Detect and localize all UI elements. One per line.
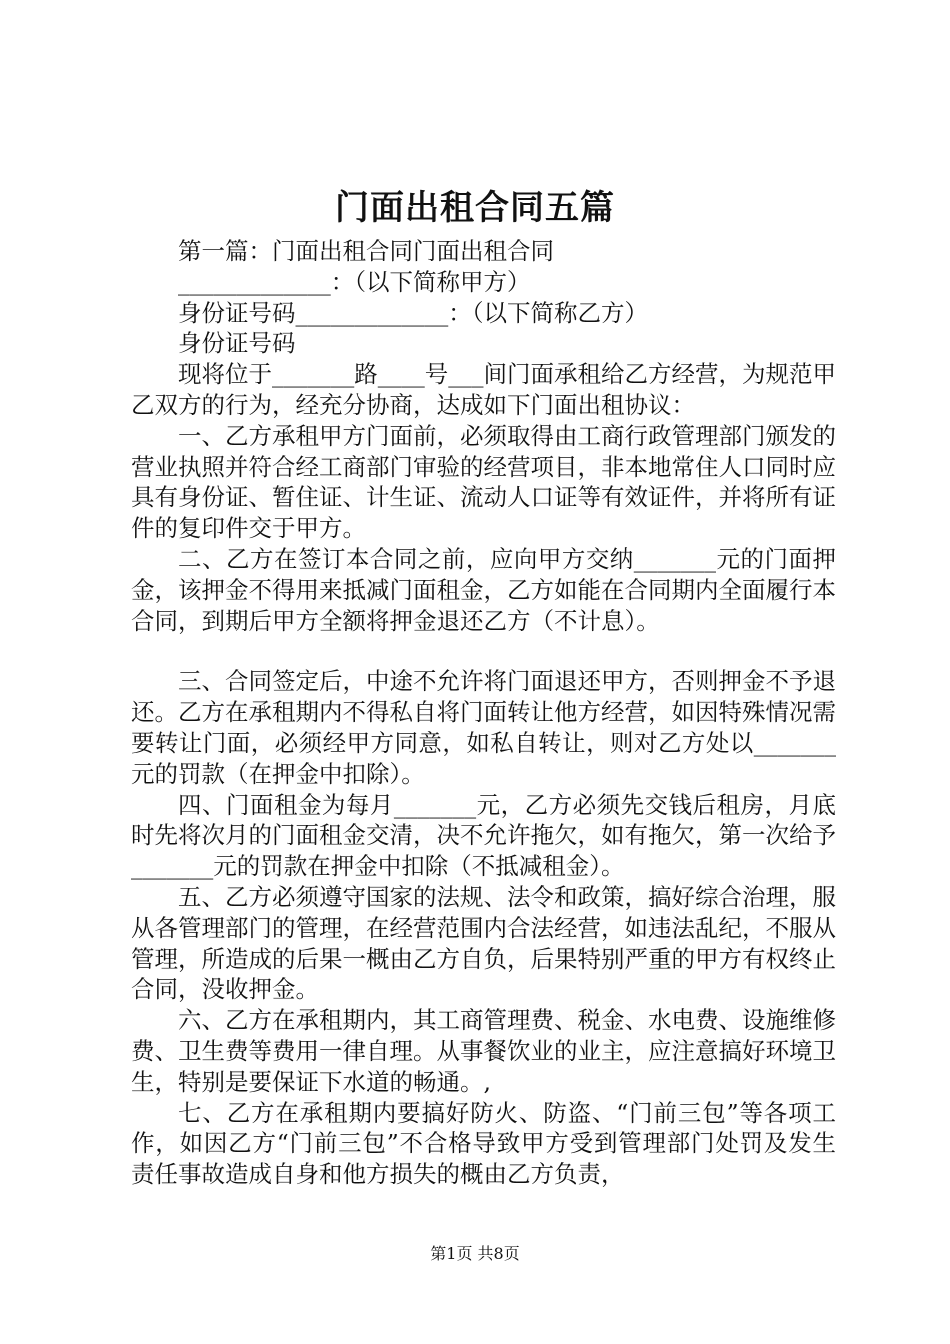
clause-7: 七、乙方在承租期内要搞好防火、防盗、“门前三包”等各项工作，如因乙方“门前三包”不合格导致甲方受到管理部门处罚及发生责任事故造成自身和他方损失的概由乙方负责， [131,1098,836,1189]
intro-paragraph: 现将位于_______路____号___间门面承租给乙方经营，为规范甲乙双方的行为，经充分协商，达成如下门面出租协议： [131,360,836,419]
clause-5: 五、乙方必须遵守国家的法规、法令和政策，搞好综合治理，服从各管理部门的管理，在经营范围内合法经营，如违法乱纪，不服从管理，所造成的后果一概由乙方自负，后果特别严重的甲方有权终止合同，没收押金。 [131,882,836,1004]
document-title: 门面出租合同五篇 [335,188,615,228]
party-b-id-line: 身份证号码_____________：（以下简称乙方） [178,298,648,327]
page-number-footer: 第1页 共8页 [430,1244,520,1263]
clause-2: 二、乙方在签订本合同之前，应向甲方交纳_______元的门面押金，该押金不得用来抵减门面租金，乙方如能在合同期内全面履行本合同，到期后甲方全额将押金退还乙方（不计息）。 [131,544,836,635]
document-body [131,236,836,1190]
id-number-line: 身份证号码 [178,329,296,358]
clause-6: 六、乙方在承租期内，其工商管理费、税金、水电费、设施维修费、卫生费等费用一律自理。从事餐饮业的业主，应注意搞好环境卫生，特别是要保证下水道的畅通。, [131,1006,836,1096]
clause-4: 四、门面租金为每月_______元，乙方必须先交钱后租房，月底时先将次月的门面租金交清，决不允许拖欠，如有拖欠，第一次给予_______元的罚款在押金中扣除（不抵减租金）。 [131,790,836,881]
clause-1: 一、乙方承租甲方门面前，必须取得由工商行政管理部门颁发的营业执照并符合经工商部门审验的经营项目，非本地常住人口同时应具有身份证、暂住证、计生证、流动人口证等有效证件，并将所有证件的复印件交于甲方。 [131,421,836,543]
party-a-line: _____________：（以下简称甲方） [178,267,531,296]
section-heading: 第一篇：门面出租合同门面出租合同 [178,237,554,265]
clause-3: 三、合同签定后，中途不允许将门面退还甲方，否则押金不予退还。乙方在承租期内不得私自将门面转让他方经营，如因特殊情况需要转让门面，必须经甲方同意，如私自转让，则对乙方处以_______元的罚款（在押金中扣除）。 [131,667,836,788]
